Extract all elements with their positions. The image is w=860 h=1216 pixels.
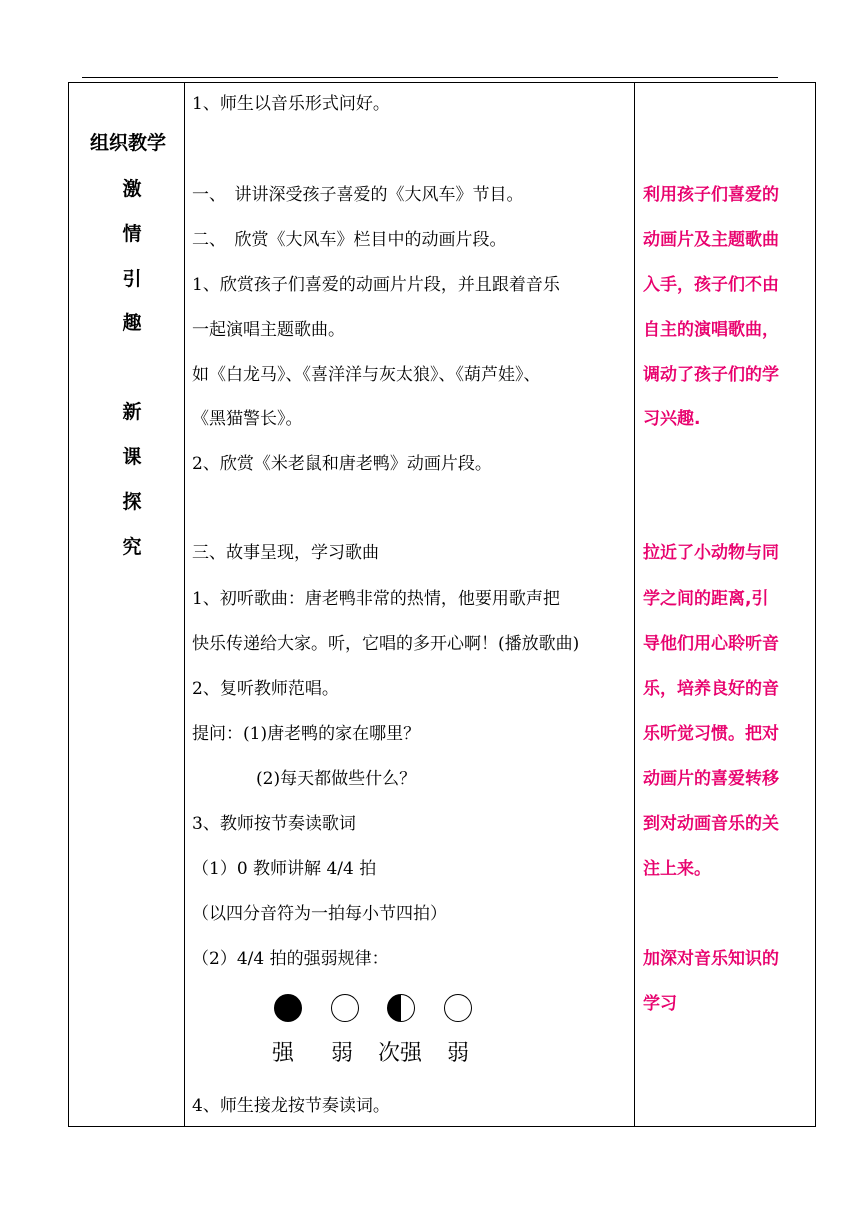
teaching-note: 加深对音乐知识的 <box>643 949 779 969</box>
stage-char: 激 <box>122 178 142 200</box>
weak-beat-icon <box>331 994 359 1022</box>
activity-line: 2、复听教师范唱。 <box>192 679 339 699</box>
teaching-note: 动画片及主题歌曲 <box>643 230 779 250</box>
column-divider <box>634 82 635 1127</box>
teaching-note: 学之间的距离,引 <box>643 589 769 609</box>
activity-line: 提问：(1)唐老鸭的家在哪里？ <box>192 724 421 744</box>
stage-header: 组织教学 <box>89 132 166 154</box>
strong-beat-icon <box>274 994 302 1022</box>
stage-char: 引 <box>122 268 142 290</box>
beat-label: 强 <box>272 1041 295 1066</box>
activity-line: 1、欣赏孩子们喜爱的动画片片段，并且跟着音乐 <box>192 275 560 295</box>
activity-line: 三、故事呈现，学习歌曲 <box>192 543 379 563</box>
teaching-note: 调动了孩子们的学 <box>643 365 779 385</box>
stage-char: 课 <box>122 446 142 468</box>
activity-line: （1）0 教师讲解 4/4 拍 <box>192 859 377 879</box>
teaching-note: 到对动画音乐的关 <box>643 814 779 834</box>
activity-line: （以四分音符为一拍每小节四拍） <box>192 904 447 924</box>
weak-beat-icon <box>444 994 472 1022</box>
activity-line: 如《白龙马》、《喜洋洋与灰太狼》、《葫芦娃》、 <box>192 365 541 385</box>
medium-beat-icon <box>387 994 415 1022</box>
stage-char: 探 <box>122 491 142 513</box>
teaching-note: 乐，培养良好的音 <box>643 679 779 699</box>
activity-line: 1、师生以音乐形式问好。 <box>192 94 390 114</box>
teaching-note: 注上来。 <box>643 859 711 879</box>
teaching-note: 自主的演唱歌曲， <box>643 320 779 340</box>
stage-char: 情 <box>122 223 142 245</box>
activity-line: 《黑猫警长》。 <box>192 409 303 429</box>
activity-line: 二、 欣赏《大风车》栏目中的动画片段。 <box>192 230 507 250</box>
beat-label: 次强 <box>378 1041 423 1066</box>
activity-line: 一、 讲讲深受孩子喜爱的《大风车》节目。 <box>192 185 524 205</box>
activity-line: 1、初听歌曲：唐老鸭非常的热情，他要用歌声把 <box>192 589 560 609</box>
beat-label: 弱 <box>447 1041 470 1066</box>
teaching-note: 拉近了小动物与同 <box>643 543 779 563</box>
column-divider <box>184 82 185 1127</box>
teaching-note: 习兴趣. <box>643 409 701 429</box>
activity-line: 2、欣赏《米老鼠和唐老鸭》动画片段。 <box>192 454 492 474</box>
activity-line: 快乐传递给大家。听，它唱的多开心啊！(播放歌曲) <box>192 634 580 654</box>
teaching-note: 入手，孩子们不由 <box>643 275 779 295</box>
activity-line: (2)每天都做些什么？ <box>256 769 417 789</box>
stage-char: 新 <box>122 401 142 423</box>
teaching-note: 导他们用心聆听音 <box>643 634 779 654</box>
stage-char: 究 <box>122 536 142 558</box>
beat-label: 弱 <box>331 1041 354 1066</box>
teaching-note: 动画片的喜爱转移 <box>643 769 779 789</box>
stage-char: 趣 <box>122 312 142 334</box>
activity-line: 4、师生接龙按节奏读词。 <box>192 1096 390 1116</box>
teaching-note: 学习 <box>643 994 677 1014</box>
teaching-note: 利用孩子们喜爱的 <box>643 185 779 205</box>
activity-line: 一起演唱主题歌曲。 <box>192 320 345 340</box>
teaching-note: 乐听觉习惯。把对 <box>643 724 779 744</box>
activity-line: （2）4/4 拍的强弱规律： <box>192 949 389 969</box>
top-rule <box>82 77 778 78</box>
activity-line: 3、教师按节奏读歌词 <box>192 814 356 834</box>
